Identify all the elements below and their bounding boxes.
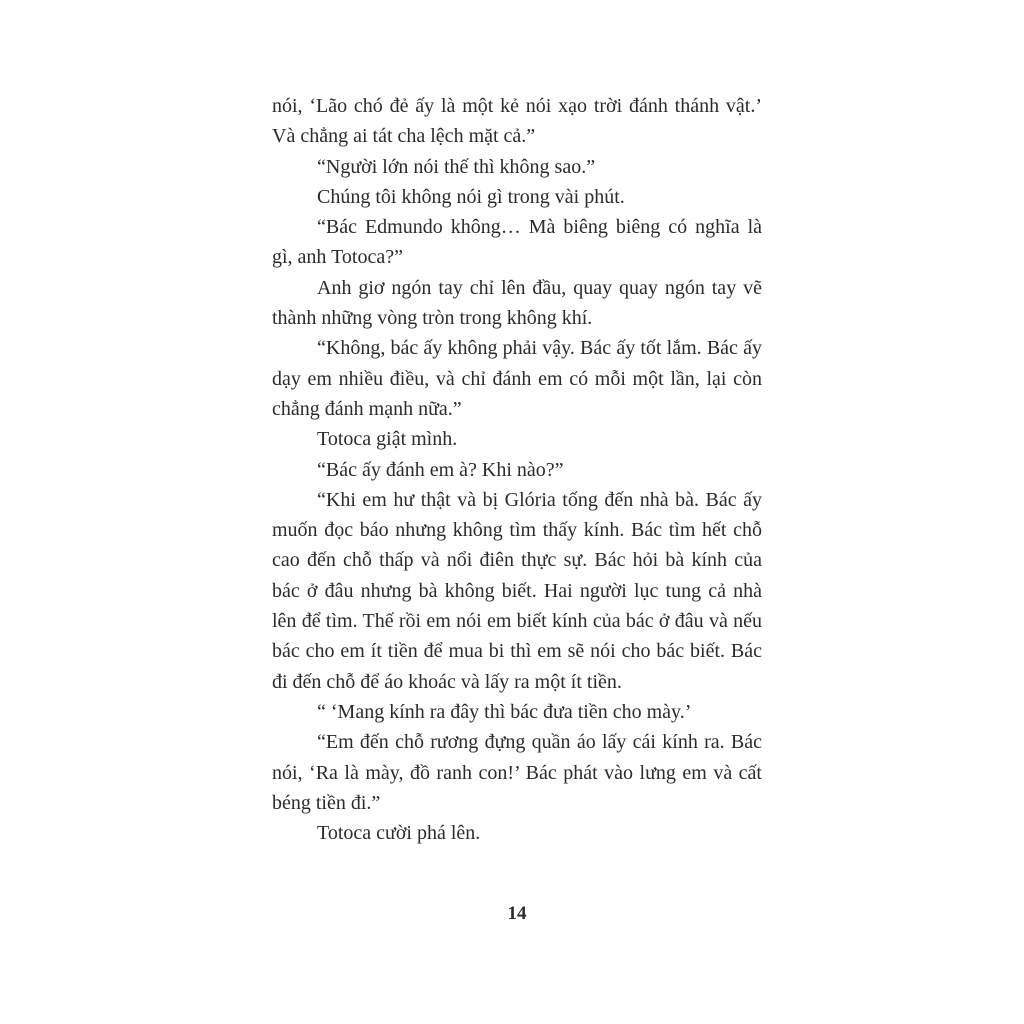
paragraph: “Không, bác ấy không phải vậy. Bác ấy tốt lắm. Bác ấy dạy em nhiều điều, và chỉ đánh em có mỗi một lần, lại còn chẳng đánh mạnh nữa.” xyxy=(272,337,762,420)
body-text xyxy=(272,91,762,848)
paragraph: nói, ‘Lão chó đẻ ấy là một kẻ nói xạo trời đánh thánh vật.’ Và chẳng ai tát cha lệch mặt cả.” xyxy=(272,95,762,148)
paragraph: Totoca cười phá lên. xyxy=(317,822,481,845)
paragraph: Anh giơ ngón tay chỉ lên đầu, quay quay ngón tay vẽ thành những vòng tròn trong không khí. xyxy=(272,276,762,330)
paragraph: Chúng tôi không nói gì trong vài phút. xyxy=(317,185,625,208)
paragraph: “ ‘Mang kính ra đây thì bác đưa tiền cho mày.’ xyxy=(317,700,692,723)
paragraph: “Bác ấy đánh em à? Khi nào?” xyxy=(317,458,564,481)
paragraph: Totoca giật mình. xyxy=(317,428,458,451)
paragraph: “Khi em hư thật và bị Glória tống đến nhà bà. Bác ấy muốn đọc báo nhưng không tìm thấy kính. Bác tìm hết chỗ cao đến chỗ thấp và nổi điên thực sự. Bác hỏi bà kính của bác ở đâu nhưng bà không biết. Hai người lục tung cả nhà lên để tìm. Thế rồi em nói em biết kính của bác ở đâu và nếu bác cho em ít tiền để mua bi thì em sẽ nói cho bác biết. Bác đi đến chỗ để áo khoác và lấy ra một ít tiền. xyxy=(272,488,762,693)
page-number: 14 xyxy=(507,903,527,924)
paragraph: “Bác Edmundo không… Mà biêng biêng có nghĩa là gì, anh Totoca?” xyxy=(272,216,762,269)
paragraph: “Em đến chỗ rương đựng quần áo lấy cái kính ra. Bác nói, ‘Ra là mày, đồ ranh con!’ Bác phát vào lưng em và cất béng tiền đi.” xyxy=(272,731,762,814)
paragraph: “Người lớn nói thế thì không sao.” xyxy=(317,155,596,178)
